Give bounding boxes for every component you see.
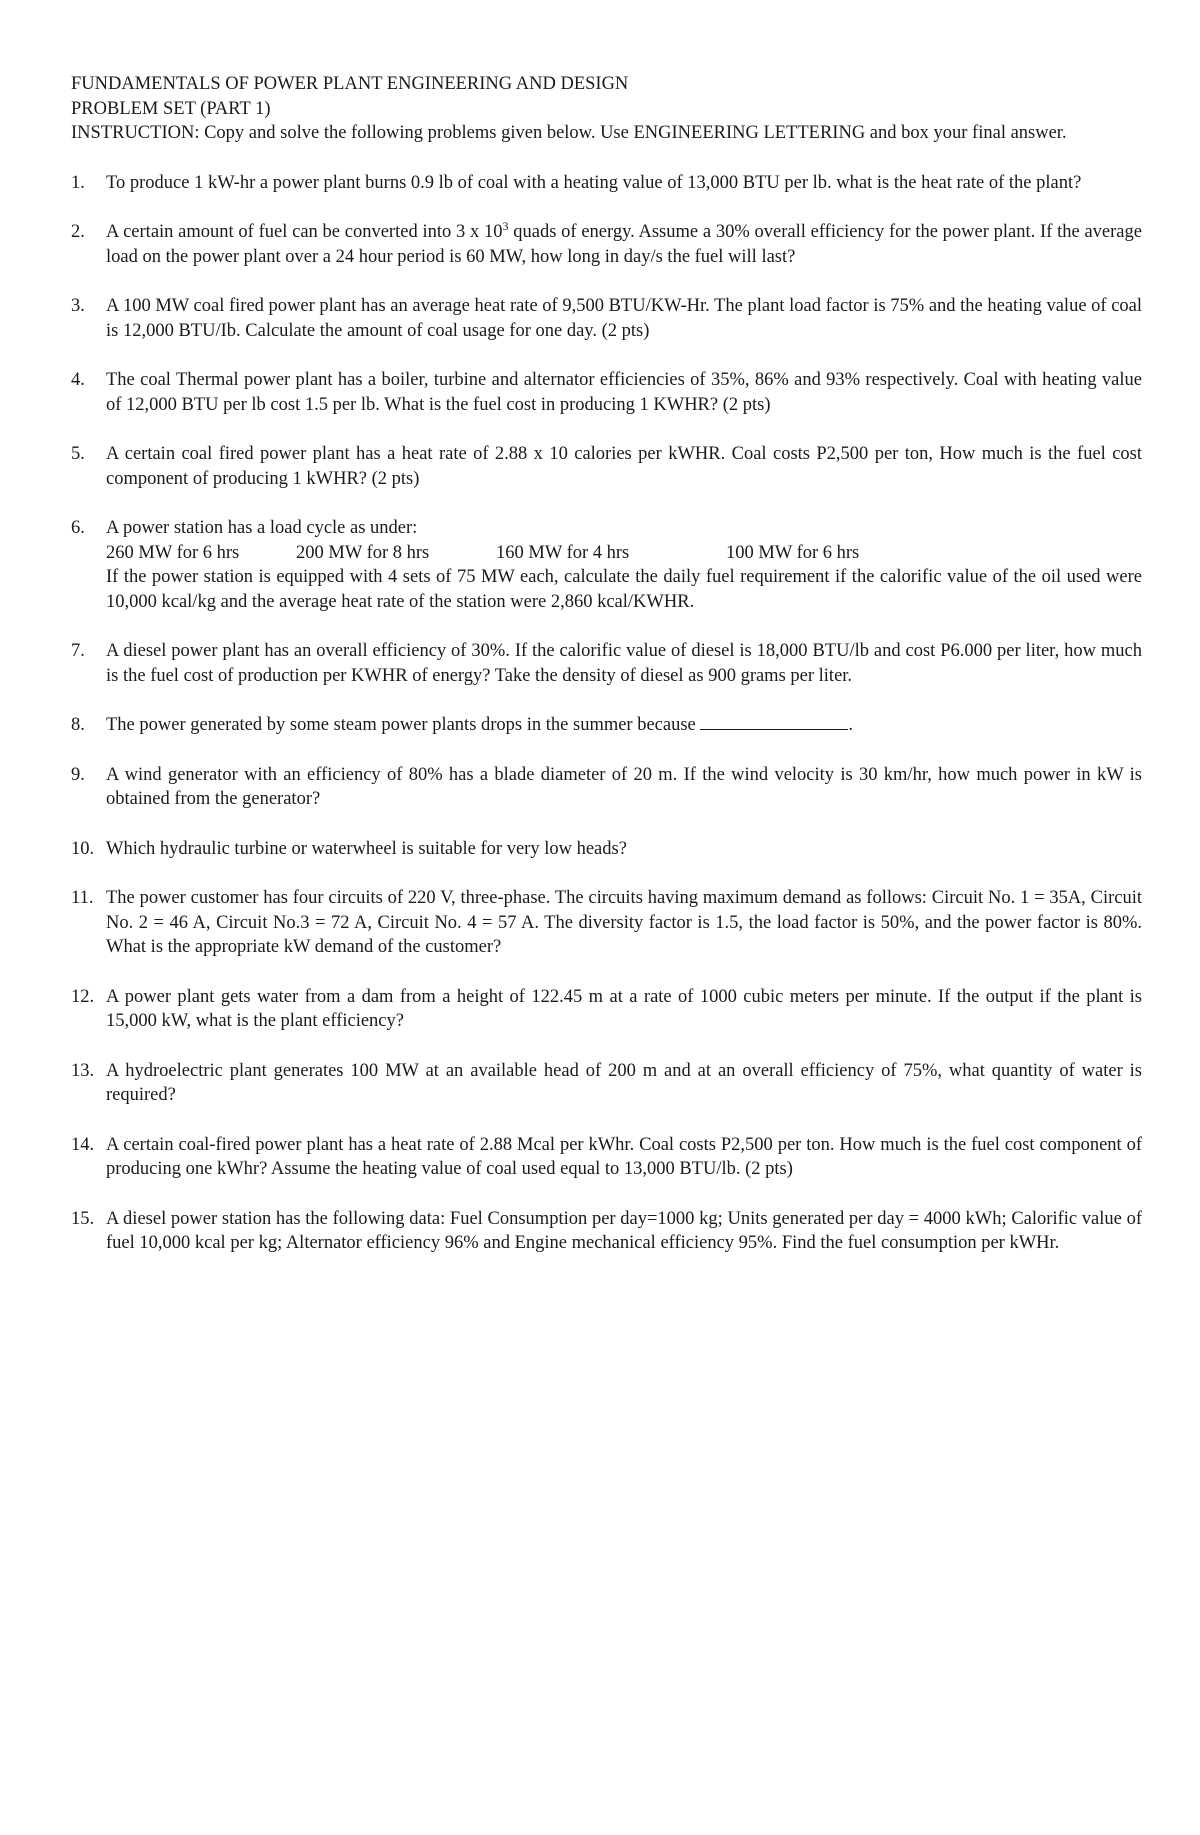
problem-text: A wind generator with an efficiency of 80% has a blade diameter of 20 m. If the wind velocity is 30 km/hr, how much power in kW is obtained from the generator?: [106, 764, 1142, 809]
problem-text: A certain coal-fired power plant has a heat rate of 2.88 Mcal per kWhr. Coal costs P2,500 per ton. How much is the fuel cost component of producing one kWhr? Assume the heating value of coal used equal to 13,000 BTU/lb. (2 pts): [106, 1134, 1142, 1179]
exponent: 3: [502, 218, 509, 233]
problem-text: The power customer has four circuits of 220 V, three-phase. The circuits having maximum demand as follows: Circuit No. 1 = 35A, Circuit No. 2 = 46 A, Circuit No.3 = 72 A, Circuit No. 4 = 57 A. The diversity factor is 1.5, the load factor is 50%, and the power factor is 80%. What is the appropriate kW demand of the customer?: [106, 888, 1142, 957]
problem-number: 8.: [71, 715, 85, 735]
problem-number: 14.: [71, 1134, 95, 1155]
problem-item-9: [71, 763, 1142, 812]
problem-number: 4.: [71, 370, 85, 390]
load-cycle-entry: 200 MW for 8 hrs: [296, 542, 430, 563]
problem-text: A hydroelectric plant generates 100 MW at an available head of 200 m and at an overall efficiency of 75%, what quantity of water is required?: [106, 1060, 1142, 1105]
load-cycle-entry: 100 MW for 6 hrs: [726, 542, 860, 563]
problem-text: A 100 MW coal fired power plant has an average heat rate of 9,500 BTU/KW-Hr. The plant load factor is 75% and the heating value of coal is 12,000 BTU/Ib. Calculate the amount of coal usage for one day. (2 pts): [106, 296, 1142, 341]
problem-text: The coal Thermal power plant has a boiler, turbine and alternator efficiencies of 35%, 86% and 93% respectively. Coal with heating value of 12,000 BTU per lb cost 1.5 per lb. What is the fuel cost in producing 1 KWHR? (2 pts): [106, 370, 1142, 415]
load-cycle-row: [106, 541, 1142, 566]
problem-text: A power station has a load cycle as under:: [106, 518, 418, 538]
problem-item-14: [71, 1133, 1142, 1182]
problem-number: 10.: [71, 838, 95, 859]
problem-item-3: [71, 294, 1142, 343]
problem-item-10: [71, 837, 1142, 862]
document-page: [71, 72, 1142, 1281]
document-title: FUNDAMENTALS OF POWER PLANT ENGINEERING AND DESIGN: [71, 74, 629, 94]
problem-number: 5.: [71, 444, 85, 464]
problem-text: The power generated by some steam power plants drops in the summer because: [106, 715, 696, 735]
problem-item-2: [71, 220, 1142, 269]
problem-text: A certain amount of fuel can be converted into 3 x 10: [106, 222, 503, 242]
problem-number: 11.: [71, 888, 94, 908]
problem-number: 7.: [71, 641, 85, 661]
problem-number: 15.: [71, 1208, 95, 1229]
problem-item-12: [71, 985, 1142, 1034]
problem-number: 2.: [71, 222, 85, 242]
problem-item-5: [71, 442, 1142, 491]
answer-blank-line: [700, 715, 848, 730]
problem-item-1: [71, 171, 1142, 196]
load-cycle-entry: 160 MW for 4 hrs: [496, 542, 630, 563]
problem-item-7: [71, 639, 1142, 688]
problem-text: A certain coal fired power plant has a heat rate of 2.88 x 10 calories per kWHR. Coal costs P2,500 per ton, How much is the fuel cost component of producing 1 kWHR? (2 pts): [106, 444, 1142, 489]
problem-item-13: [71, 1059, 1142, 1108]
load-cycle-entry: 260 MW for 6 hrs: [106, 542, 240, 563]
problem-item-8: [71, 713, 1142, 738]
problem-number: 12.: [71, 986, 95, 1007]
problem-number: 6.: [71, 518, 85, 538]
problem-text: To produce 1 kW-hr a power plant burns 0.9 lb of coal with a heating value of 13,000 BTU per lb. what is the heat rate of the plant?: [106, 172, 1082, 193]
problem-text-continued: If the power station is equipped with 4 sets of 75 MW each, calculate the daily fuel requirement if the calorific value of the oil used were 10,000 kcal/kg and the average heat rate of the station were 2,860 kcal/KWHR.: [106, 567, 1142, 612]
problem-text: A diesel power plant has an overall efficiency of 30%. If the calorific value of diesel is 18,000 BTU/lb and cost P6.000 per liter, how much is the fuel cost of production per KWHR of energy? Take the density of diesel as 900 grams per liter.: [106, 641, 1142, 686]
problem-number: 1.: [71, 172, 85, 193]
problem-item-4: [71, 368, 1142, 417]
problem-item-6: [71, 516, 1142, 614]
problem-number: 9.: [71, 764, 85, 785]
problem-text-end: .: [848, 715, 854, 735]
problem-text-continued: quads of energy. Assume a 30% overall efficiency for the power plant. If the average load on the power plant over a 24 hour period is 60 MW, how long in day/s the fuel will last?: [106, 222, 1142, 267]
problem-number: 13.: [71, 1060, 95, 1081]
problem-item-11: [71, 886, 1142, 960]
document-subtitle: PROBLEM SET (PART 1): [71, 98, 271, 119]
problem-text: A diesel power station has the following data: Fuel Consumption per day=1000 kg; Units generated per day = 4000 kWh; Calorific value of fuel 10,000 kcal per kg; Alternator efficiency 96% and Engine mechanical efficiency 95%. Find the fuel consumption per kWHr.: [106, 1208, 1142, 1253]
problem-text: A power plant gets water from a dam from a height of 122.45 m at a rate of 1000 cubic meters per minute. If the output if the plant is 15,000 kW, what is the plant efficiency?: [106, 986, 1142, 1031]
problem-item-15: [71, 1207, 1142, 1256]
instruction-text: INSTRUCTION: Copy and solve the following problems given below. Use ENGINEERING LETTERING and box your final answer.: [71, 123, 1067, 143]
problem-list: [71, 171, 1142, 1256]
problem-text: Which hydraulic turbine or waterwheel is suitable for very low heads?: [106, 838, 627, 859]
problem-number: 3.: [71, 296, 85, 316]
